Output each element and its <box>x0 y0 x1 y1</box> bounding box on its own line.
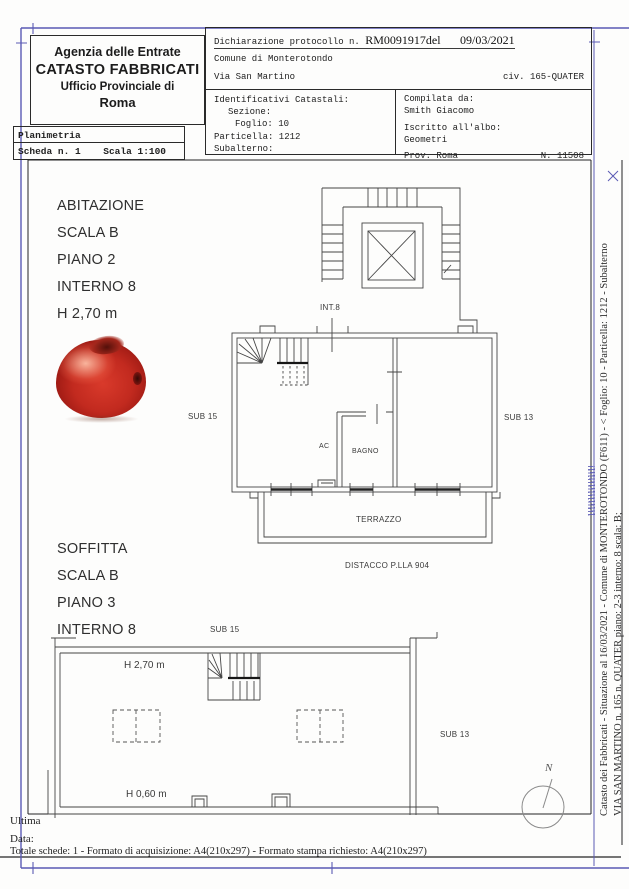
planimetria-table <box>13 126 185 160</box>
floor1-line-2: SCALA B <box>57 225 119 241</box>
floor2-title-block <box>57 536 136 644</box>
protocol-number: RM0091917del <box>365 33 441 47</box>
street-name: Via San Martino <box>214 72 296 82</box>
floor1-line-5: H 2,70 m <box>57 306 118 322</box>
sub15-upper-label: SUB 15 <box>188 412 218 421</box>
floor2-line-2: SCALA B <box>57 568 119 584</box>
floor1-title-block <box>57 193 144 328</box>
foglio-value: Foglio: 10 <box>235 119 290 130</box>
scala-value: Scala 1:100 <box>103 146 166 157</box>
terrazzo-label: TERRAZZO <box>356 515 402 524</box>
ac-label: AC <box>319 443 330 450</box>
albo-number: N. 11508 <box>540 151 584 161</box>
footer-data-label: Data: <box>10 833 34 845</box>
floor1-line-3: PIANO 2 <box>57 252 116 268</box>
sezione-label: Sezione: <box>228 107 272 118</box>
north-compass-icon <box>522 779 564 828</box>
albo-label: Iscritto all'albo: <box>404 123 502 133</box>
particella-value: Particella: 1212 <box>214 131 301 142</box>
sub13-lower-label: SUB 13 <box>440 730 470 739</box>
street-row <box>214 72 584 82</box>
declaration-lower <box>206 89 591 161</box>
int8-label: INT.8 <box>320 303 341 312</box>
office-line: Ufficio Provinciale di <box>60 81 175 93</box>
north-label: N <box>545 762 553 774</box>
apple-image <box>54 335 151 423</box>
sub15-lower-label: SUB 15 <box>210 625 240 634</box>
comune-line: Comune di Monterotondo <box>214 54 333 64</box>
margin-line-1: Catasto dei Fabbricati - Situazione al 16/03/2021 - Comune di MONTEROTONDO (F611) - < Foglio: 10 - Particella: 1212 - Subalterno <box>599 243 610 816</box>
planimetria-title: Planimetria <box>14 127 184 143</box>
scheda-number: Scheda n. 1 <box>18 146 81 157</box>
prov-row <box>404 151 584 163</box>
floor2-line-1: SOFFITTA <box>57 541 128 557</box>
cadastral-ids <box>206 90 396 154</box>
protocol-row <box>214 33 584 48</box>
bagno-label: BAGNO <box>352 448 379 455</box>
distacco-label: DISTACCO P.LLA 904 <box>345 561 430 570</box>
footer-ultima: Ultima <box>10 815 41 827</box>
office-city: Roma <box>99 95 136 110</box>
height-270-label: H 2,70 m <box>124 660 165 671</box>
floor2-line-4: INTERNO 8 <box>57 622 137 638</box>
floor2-line-3: PIANO 3 <box>57 595 116 611</box>
floor1-line-1: ABITAZIONE <box>57 198 145 214</box>
attic-plan <box>48 632 438 818</box>
height-060-label: H 0,60 m <box>126 789 167 800</box>
margin-line-2: VIA SAN MARTINO n. 165 n. QUATER piano: 2-3 interno: 8 scala: B; <box>613 512 624 816</box>
apartment-plan <box>232 318 500 543</box>
compilata-label: Compilata da: <box>404 94 475 104</box>
floor1-line-4: INTERNO 8 <box>57 279 137 295</box>
catasto-title: CATASTO FABBRICATI <box>35 62 200 78</box>
identificativi-title: Identificativi Catastali: <box>214 95 350 105</box>
agency-header-box <box>30 35 205 125</box>
civic-number: civ. 165-QUATER <box>502 72 584 82</box>
albo-value: Geometri <box>404 134 448 145</box>
planimetria-row <box>14 143 184 157</box>
apple-shadow <box>64 415 140 423</box>
compiler-info <box>396 90 591 161</box>
footer-totale-line: Totale schede: 1 - Formato di acquisizione: A4(210x297) - Formato stampa richiesto: A4(210x297) <box>10 846 427 857</box>
sub13-upper-label: SUB 13 <box>504 413 534 422</box>
blue-pen-scribble <box>588 466 595 516</box>
prov-value: Prov. Roma <box>404 151 459 161</box>
agency-name: Agenzia delle Entrate <box>54 45 181 59</box>
protocol-date: 09/03/2021 <box>459 33 515 47</box>
protocol-label: Dichiarazione protocollo n. <box>214 37 360 47</box>
subalterno-label: Subalterno: <box>214 143 274 154</box>
margin-vertical-text <box>598 161 626 816</box>
declaration-upper <box>206 28 591 89</box>
stairwell-plan <box>322 188 477 333</box>
compilata-name: Smith Giacomo <box>404 105 475 116</box>
declaration-box <box>205 27 592 161</box>
